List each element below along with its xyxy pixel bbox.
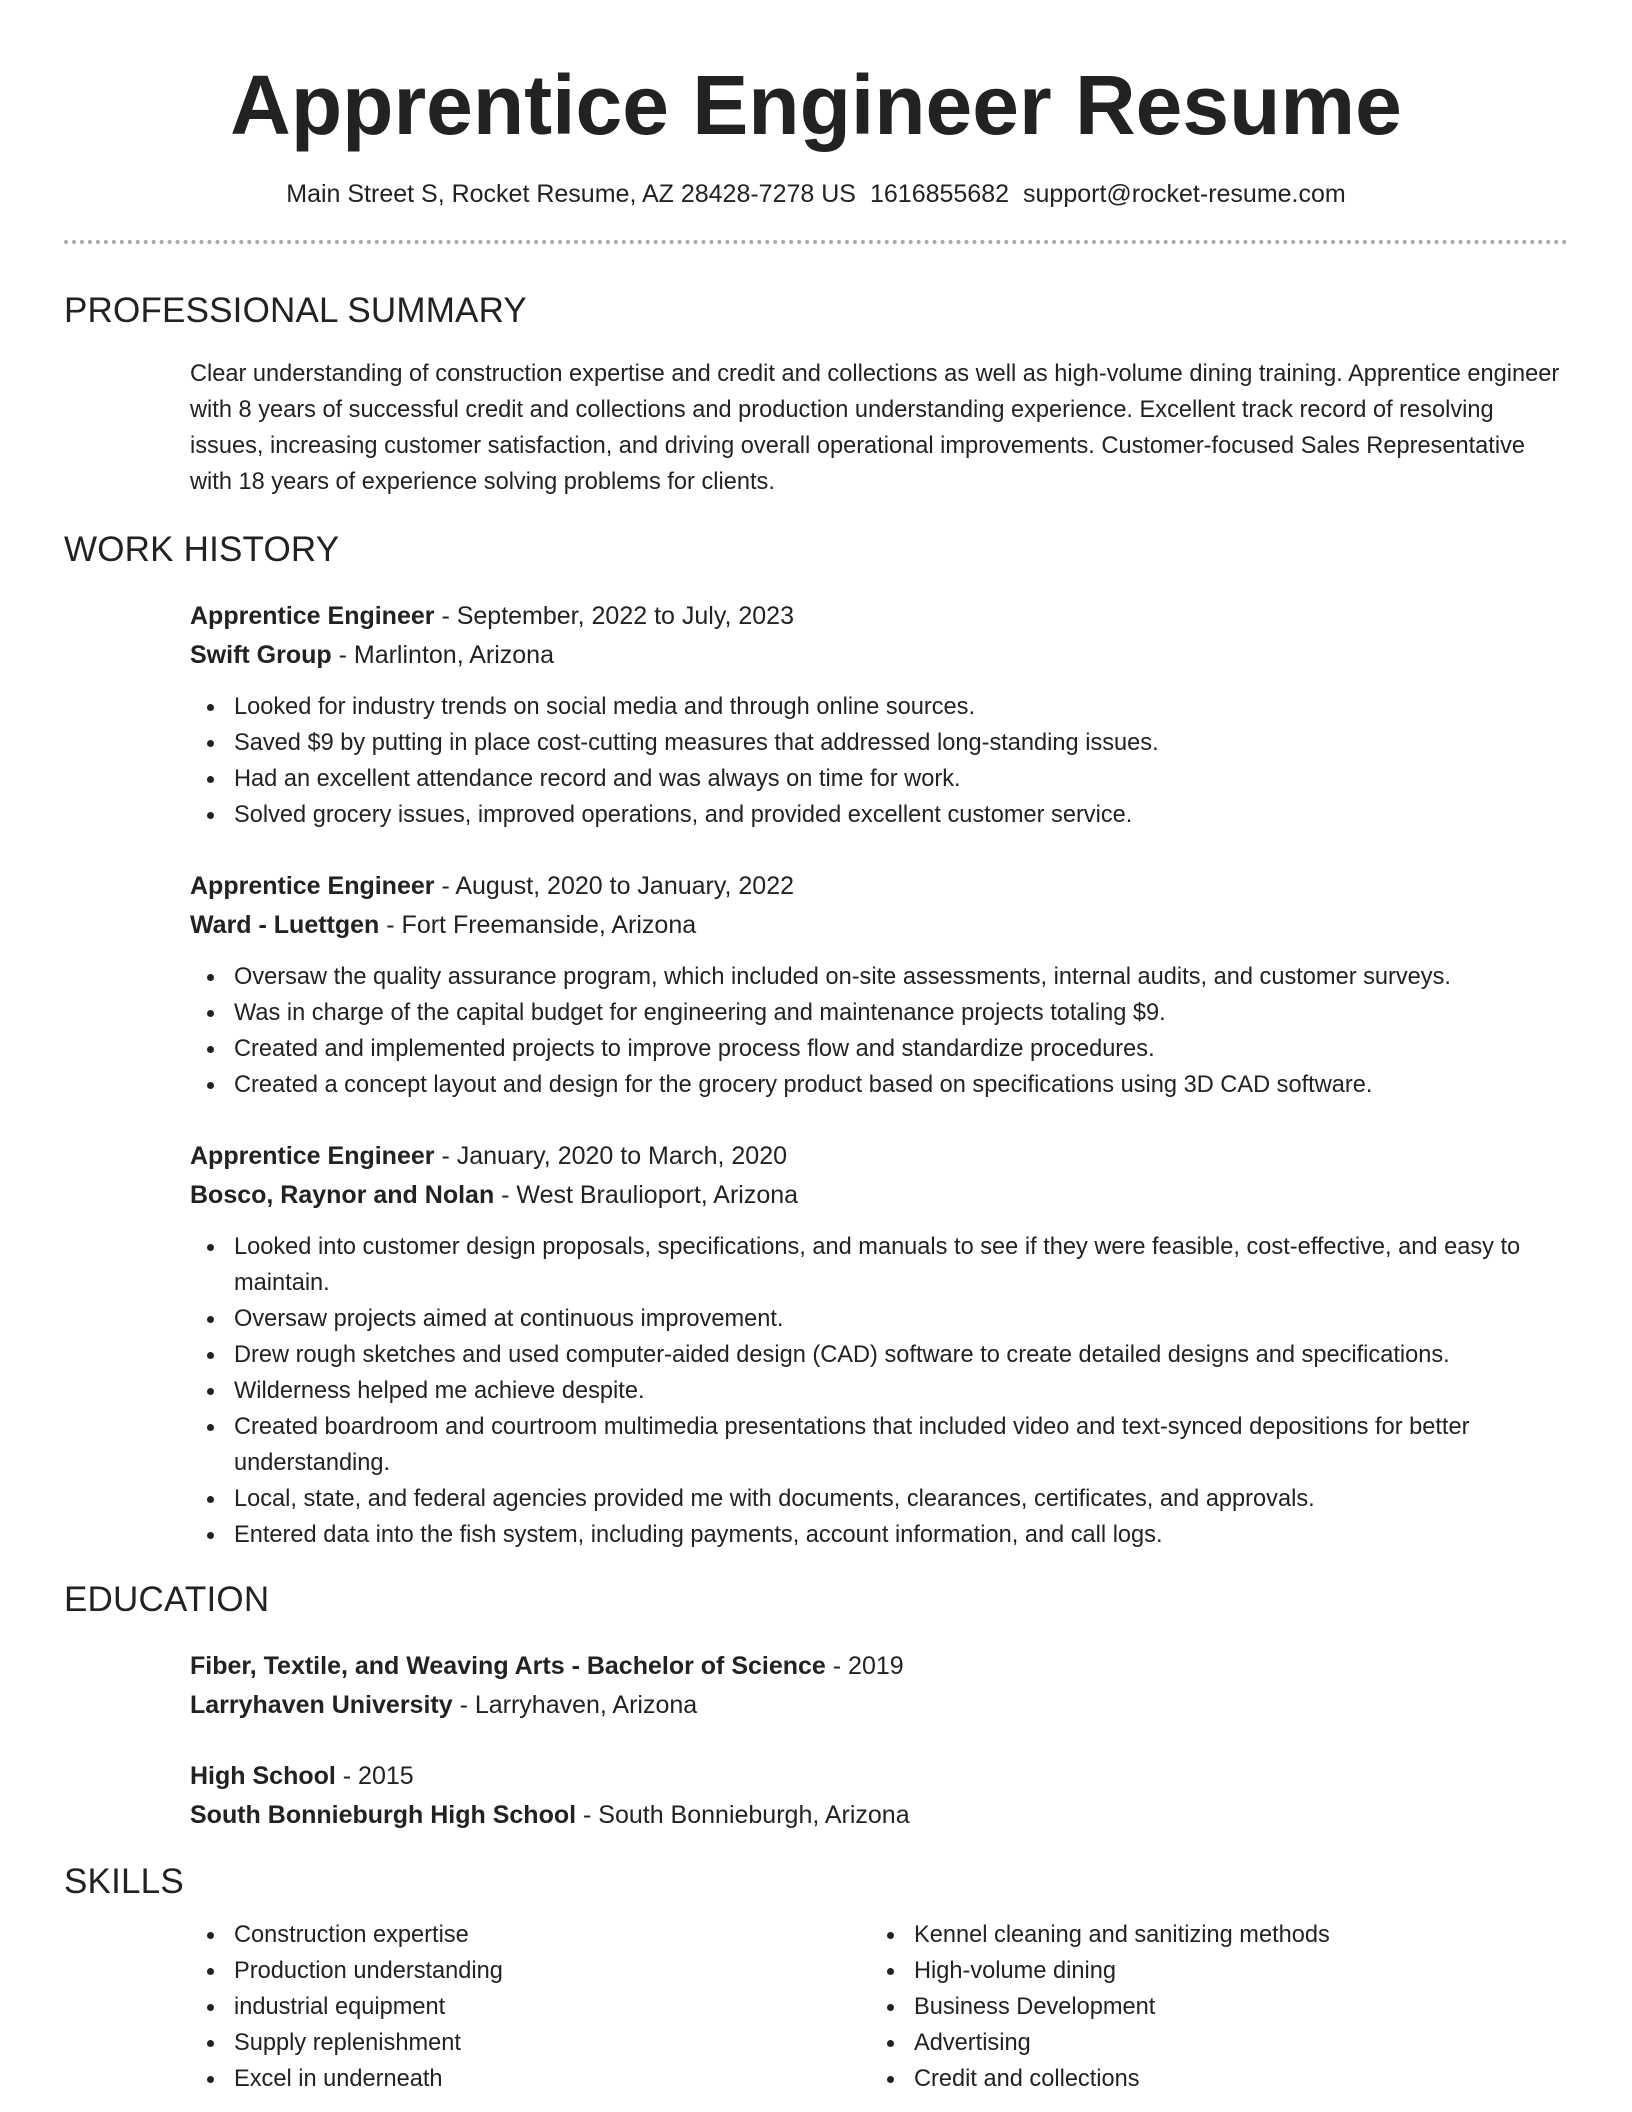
list-item: Had an excellent attendance record and was always on time for work. bbox=[190, 761, 1568, 797]
skills-section bbox=[64, 1861, 1568, 2097]
work-history-section bbox=[64, 529, 1568, 1553]
job-company: Ward - Luettgen bbox=[190, 911, 380, 939]
summary-section bbox=[64, 290, 1568, 500]
job-dates: - January, 2020 to March, 2020 bbox=[434, 1142, 788, 1170]
list-item: Production understanding bbox=[190, 1953, 870, 1989]
job-title-line bbox=[190, 597, 1568, 636]
list-item: Created boardroom and courtroom multimedia presentations that included video and text-synced depositions for better understanding. bbox=[190, 1409, 1568, 1481]
resume-title: Apprentice Engineer Resume bbox=[230, 58, 1402, 152]
job-title-line bbox=[190, 1137, 1568, 1176]
list-item: Advertising bbox=[870, 2025, 1550, 2061]
degree-name: High School bbox=[190, 1762, 336, 1790]
degree-line bbox=[190, 1757, 1568, 1796]
section-title-education: EDUCATION bbox=[64, 1580, 270, 1619]
list-item: Wilderness helped me achieve despite. bbox=[190, 1373, 1568, 1409]
job-bullets bbox=[190, 1229, 1568, 1553]
school-name: South Bonnieburgh High School bbox=[190, 1801, 577, 1829]
job-company: Swift Group bbox=[190, 641, 332, 669]
list-item: Created a concept layout and design for the grocery product based on specifications using 3D CAD software. bbox=[190, 1067, 1568, 1103]
school-line bbox=[190, 1686, 1568, 1725]
list-item: Saved $9 by putting in place cost-cutting measures that addressed long-standing issues. bbox=[190, 725, 1568, 761]
list-item: Oversaw projects aimed at continuous improvement. bbox=[190, 1301, 1568, 1337]
list-item: Solved grocery issues, improved operations, and provided excellent customer service. bbox=[190, 797, 1568, 833]
list-item: High-volume dining bbox=[870, 1953, 1550, 1989]
degree-name: Fiber, Textile, and Weaving Arts - Bachelor of Science bbox=[190, 1652, 826, 1680]
list-item: Local, state, and federal agencies provided me with documents, clearances, certificates, and approvals. bbox=[190, 1481, 1568, 1517]
summary-text: Clear understanding of construction expertise and credit and collections as well as high-volume dining training. Apprentice engineer with 8 years of successful credit and collections and production understanding experience. Excellent track record of resolving issues, increasing customer satisfaction, and driving overall operational improvements. Customer-focused Sales Representative with 18 years of experience solving problems for clients. bbox=[190, 361, 1560, 495]
list-item: Created and implemented projects to improve process flow and standardize procedures. bbox=[190, 1031, 1568, 1067]
list-item: Supply replenishment bbox=[190, 2025, 870, 2061]
job-role: Apprentice Engineer bbox=[190, 872, 435, 900]
degree-year: - 2015 bbox=[335, 1762, 414, 1790]
job-role: Apprentice Engineer bbox=[190, 602, 435, 630]
list-item: Looked into customer design proposals, specifications, and manuals to see if they were feasible, cost-effective, and easy to maintain. bbox=[190, 1229, 1568, 1301]
job-company-line bbox=[190, 636, 1568, 675]
job-dates: - September, 2022 to July, 2023 bbox=[434, 602, 794, 630]
list-item: Entered data into the fish system, including payments, account information, and call logs. bbox=[190, 1517, 1568, 1553]
skills-columns bbox=[190, 1917, 1568, 2097]
job-role: Apprentice Engineer bbox=[190, 1142, 435, 1170]
list-item: Credit and collections bbox=[870, 2061, 1550, 2097]
school-line bbox=[190, 1796, 1568, 1835]
list-item: Excel in underneath bbox=[190, 2061, 870, 2097]
list-item: Oversaw the quality assurance program, which included on-site assessments, internal audits, and customer surveys. bbox=[190, 959, 1568, 995]
list-item: Drew rough sketches and used computer-aided design (CAD) software to create detailed designs and specifications. bbox=[190, 1337, 1568, 1373]
section-title-work-history: WORK HISTORY bbox=[64, 530, 340, 569]
school-location: - Larryhaven, Arizona bbox=[452, 1691, 698, 1719]
email-text: support@rocket-resume.com bbox=[1023, 180, 1346, 208]
list-item: Construction expertise bbox=[190, 1917, 870, 1953]
section-title-summary: PROFESSIONAL SUMMARY bbox=[64, 291, 527, 330]
header-divider bbox=[64, 240, 1568, 244]
job-location: - Marlinton, Arizona bbox=[331, 641, 554, 669]
education-section bbox=[64, 1579, 1568, 1835]
school-name: Larryhaven University bbox=[190, 1691, 453, 1719]
job-company-line bbox=[190, 906, 1568, 945]
address-text: Main Street S, Rocket Resume, AZ 28428-7278 US bbox=[286, 180, 856, 208]
school-location: - South Bonnieburgh, Arizona bbox=[576, 1801, 910, 1829]
education-entry bbox=[190, 1757, 1568, 1835]
job-location: - Fort Freemanside, Arizona bbox=[379, 911, 697, 939]
list-item: Looked for industry trends on social media and through online sources. bbox=[190, 689, 1568, 725]
list-item: Business Development bbox=[870, 1989, 1550, 2025]
job-entry bbox=[190, 597, 1568, 833]
job-company-line bbox=[190, 1176, 1568, 1215]
job-company: Bosco, Raynor and Nolan bbox=[190, 1181, 495, 1209]
job-bullets bbox=[190, 689, 1568, 833]
skills-list-left bbox=[190, 1917, 870, 2097]
degree-year: - 2019 bbox=[825, 1652, 904, 1680]
job-title-line bbox=[190, 867, 1568, 906]
education-entry bbox=[190, 1647, 1568, 1725]
list-item: Was in charge of the capital budget for engineering and maintenance projects totaling $9. bbox=[190, 995, 1568, 1031]
degree-line bbox=[190, 1647, 1568, 1686]
contact-line bbox=[64, 178, 1568, 210]
job-bullets bbox=[190, 959, 1568, 1103]
list-item: industrial equipment bbox=[190, 1989, 870, 2025]
job-entry bbox=[190, 1137, 1568, 1553]
job-location: - West Braulioport, Arizona bbox=[494, 1181, 799, 1209]
skills-list-right bbox=[870, 1917, 1550, 2097]
list-item: Kennel cleaning and sanitizing methods bbox=[870, 1917, 1550, 1953]
job-dates: - August, 2020 to January, 2022 bbox=[434, 872, 795, 900]
phone-text: 1616855682 bbox=[869, 180, 1010, 208]
section-title-skills: SKILLS bbox=[64, 1862, 184, 1901]
job-entry bbox=[190, 867, 1568, 1103]
